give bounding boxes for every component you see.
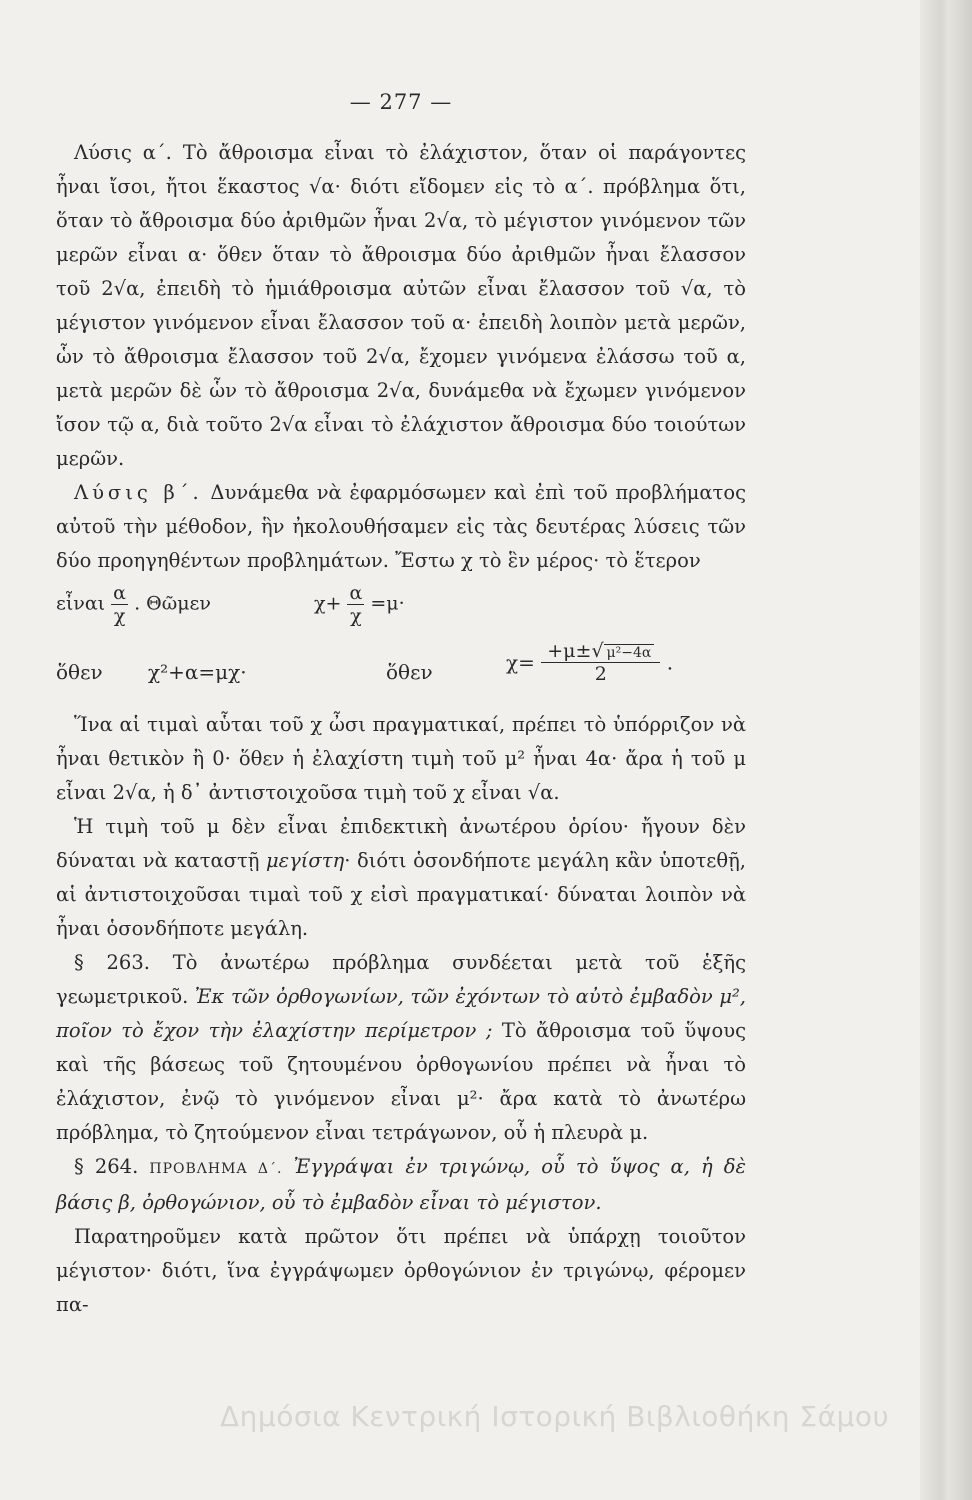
fraction-numerator-2: α (349, 582, 363, 604)
document-page (56, 90, 746, 1322)
fraction-a-over-x (111, 582, 128, 627)
equation-1-mid-text: . Θῶμεν (134, 592, 211, 615)
quadratic-numerator (541, 640, 660, 662)
paragraph-observation: Παρατηροῦμεν κατὰ πρῶτον ὅτι πρέπει νὰ ὑπάρχῃ τοιοῦτον μέγιστον· διότι, ἵνα ἐγγράψωμεν ὀρθογώνιον ἐν τριγώνῳ, φέρομεν πα- (56, 1225, 746, 1316)
quadratic-fraction (541, 640, 660, 685)
section-263-text-a: Τὸ ἀνωτέρω πρόβλημα συνδέεται μετὰ τοῦ ἑξῆς γεωμετρικοῦ. (56, 951, 746, 1008)
fraction-numerator: α (113, 582, 127, 604)
fraction-denominator: χ (111, 604, 128, 627)
upper-limit-text-b: · διότι ὁσονδήποτε μεγάλη κἂν ὑποτεθῇ, αἱ ἀντιστοιχοῦσαι τιμαὶ τοῦ χ εἰσὶ πραγματικαί· δύναται λοιπὸν νὰ ἦναι ὁσονδήποτε μεγάλη. (56, 849, 746, 940)
equation-3-lead: ὅθεν (386, 660, 433, 684)
library-watermark: Δημόσια Κεντρική Ιστορική Βιβλιοθήκη Σάμου (220, 1400, 890, 1433)
problem-label: ΠΡΟΒΛΗΜΑ Δ΄. (149, 1161, 283, 1177)
radicand: μ²−4α (604, 644, 655, 661)
paragraph-solution-a: Λύσις α΄. Τὸ ἄθροισμα εἶναι τὸ ἐλάχιστον, ὅταν οἱ παράγοντες ἦναι ἴσοι, ἤτοι ἕκαστος √α· διότι εἴδομεν εἰς τὸ α΄. πρόβλημα ὅτι, ὅταν τὸ ἄθροισμα δύο ἀριθμῶν ἦναι 2√α, τὸ μέγιστον γινόμενον τῶν μερῶν εἶναι α· ὅθεν ὅταν τὸ ἄθροισμα δύο ἀριθμῶν ἦναι ἔλασσον τοῦ 2√α, ἐπειδὴ τὸ ἡμιάθροισμα αὐτῶν εἶναι ἔλασσον τοῦ √α, τὸ μέγιστον γινόμενον εἶναι ἔλασσον τοῦ α· ἐπειδὴ λοιπὸν μετὰ μερῶν, ὧν τὸ ἄθροισμα ἔλασσον τοῦ 2√α, ἔχομεν γινόμενα ἐλάσσω τοῦ α, μετὰ μερῶν δὲ ὧν τὸ ἄθροισμα 2√α, δυνάμεθα νὰ ἔχωμεν γινόμενον ἴσον τῷ α, διὰ τοῦτο 2√α εἶναι τὸ ἐλάχιστον ἄθροισμα δύο τοιούτων μερῶν. (56, 141, 746, 470)
equation-1-right: =μ· (370, 592, 405, 615)
paragraph-section-263 (56, 946, 746, 1150)
equation-3-formula (506, 640, 673, 685)
section-264-italic: Ἐγγράψαι ἐν τριγώνῳ, οὗ τὸ ὕψος α, ἡ δὲ βάσις β, ὀρθογώνιον, οὗ τὸ ἐμβαδὸν εἶναι τὸ μέγιστον. (56, 1155, 746, 1214)
equation-1-left: χ+ (314, 592, 342, 615)
upper-limit-text-a: Ἡ τιμὴ τοῦ μ δὲν εἶναι ἐπιδεκτικὴ ἀνωτέρου ὁρίου· ἤγουν δὲν δύναται νὰ καταστῇ (56, 815, 746, 872)
equation-row-2 (56, 638, 746, 708)
equation-1-lead (56, 582, 211, 627)
equation-1-formula (314, 582, 405, 627)
quadratic-numerator-text: +μ±√ (547, 640, 604, 662)
fraction-denominator-2: χ (347, 604, 364, 627)
upper-limit-italic: μεγίστη (265, 849, 345, 872)
paragraph-solution-b (56, 476, 746, 578)
equation-3-end: . (666, 650, 674, 675)
equation-2-formula: χ²+α=μχ· (148, 660, 247, 684)
quadratic-denominator: 2 (541, 662, 660, 685)
solution-b-label: Λύσις β΄. (74, 481, 203, 504)
section-263-italic: Ἐκ τῶν ὀρθογωνίων, τῶν ἐχόντων τὸ αὐτὸ ἐμβαδὸν μ², ποῖον τὸ ἔχον τὴν ἐλαχίστην περίμετρον ; (56, 985, 747, 1042)
book-page-edge (920, 0, 972, 1500)
fraction-a-over-x-2 (347, 582, 364, 627)
section-263-number: § 263. (74, 951, 150, 974)
paragraph-upper-limit (56, 810, 746, 946)
equation-row-1 (56, 578, 746, 638)
solution-b-text: Δυνάμεθα νὰ ἐφαρμόσωμεν καὶ ἐπὶ τοῦ προβλήματος αὐτοῦ τὴν μέθοδον, ἣν ἠκολουθήσαμεν εἰς τὰς δευτέρας λύσεις τῶν δύο προηγηθέντων προβλημάτων. Ἔστω χ τὸ ἓν μέρος· τὸ ἕτερον (56, 481, 746, 572)
paragraph-real-values: Ἵνα αἱ τιμαὶ αὗται τοῦ χ ὦσι πραγματικαί, πρέπει τὸ ὑπόρριζον νὰ ἦναι θετικὸν ἢ 0· ὅθεν ἡ ἐλαχίστη τιμὴ τοῦ μ² ἦναι 4α· ἄρα ἡ τοῦ μ εἶναι 2√α, ἡ δ᾽ ἀντιστοιχοῦσα τιμὴ τοῦ χ εἶναι √α. (56, 713, 746, 804)
equation-1-lead-text: εἶναι (56, 592, 106, 615)
page-number: — 277 — (349, 90, 453, 114)
paragraph-section-264 (56, 1150, 746, 1220)
section-263-text-b: Τὸ ἄθροισμα τοῦ ὕψους καὶ τῆς βάσεως τοῦ ζητουμένου ὀρθογωνίου πρέπει νὰ ἦναι τὸ ἐλάχιστον, ἐνῷ τὸ γινόμενον εἶναι μ²· ἄρα κατὰ τὸ ἀνωτέρω πρόβλημα, τὸ ζητούμενον εἶναι τετράγωνον, οὗ ἡ πλευρὰ μ. (56, 1019, 746, 1144)
section-264-number: § 264. (74, 1155, 139, 1178)
equation-3-left: χ= (506, 650, 535, 675)
equation-2-lead: ὅθεν (56, 660, 103, 684)
